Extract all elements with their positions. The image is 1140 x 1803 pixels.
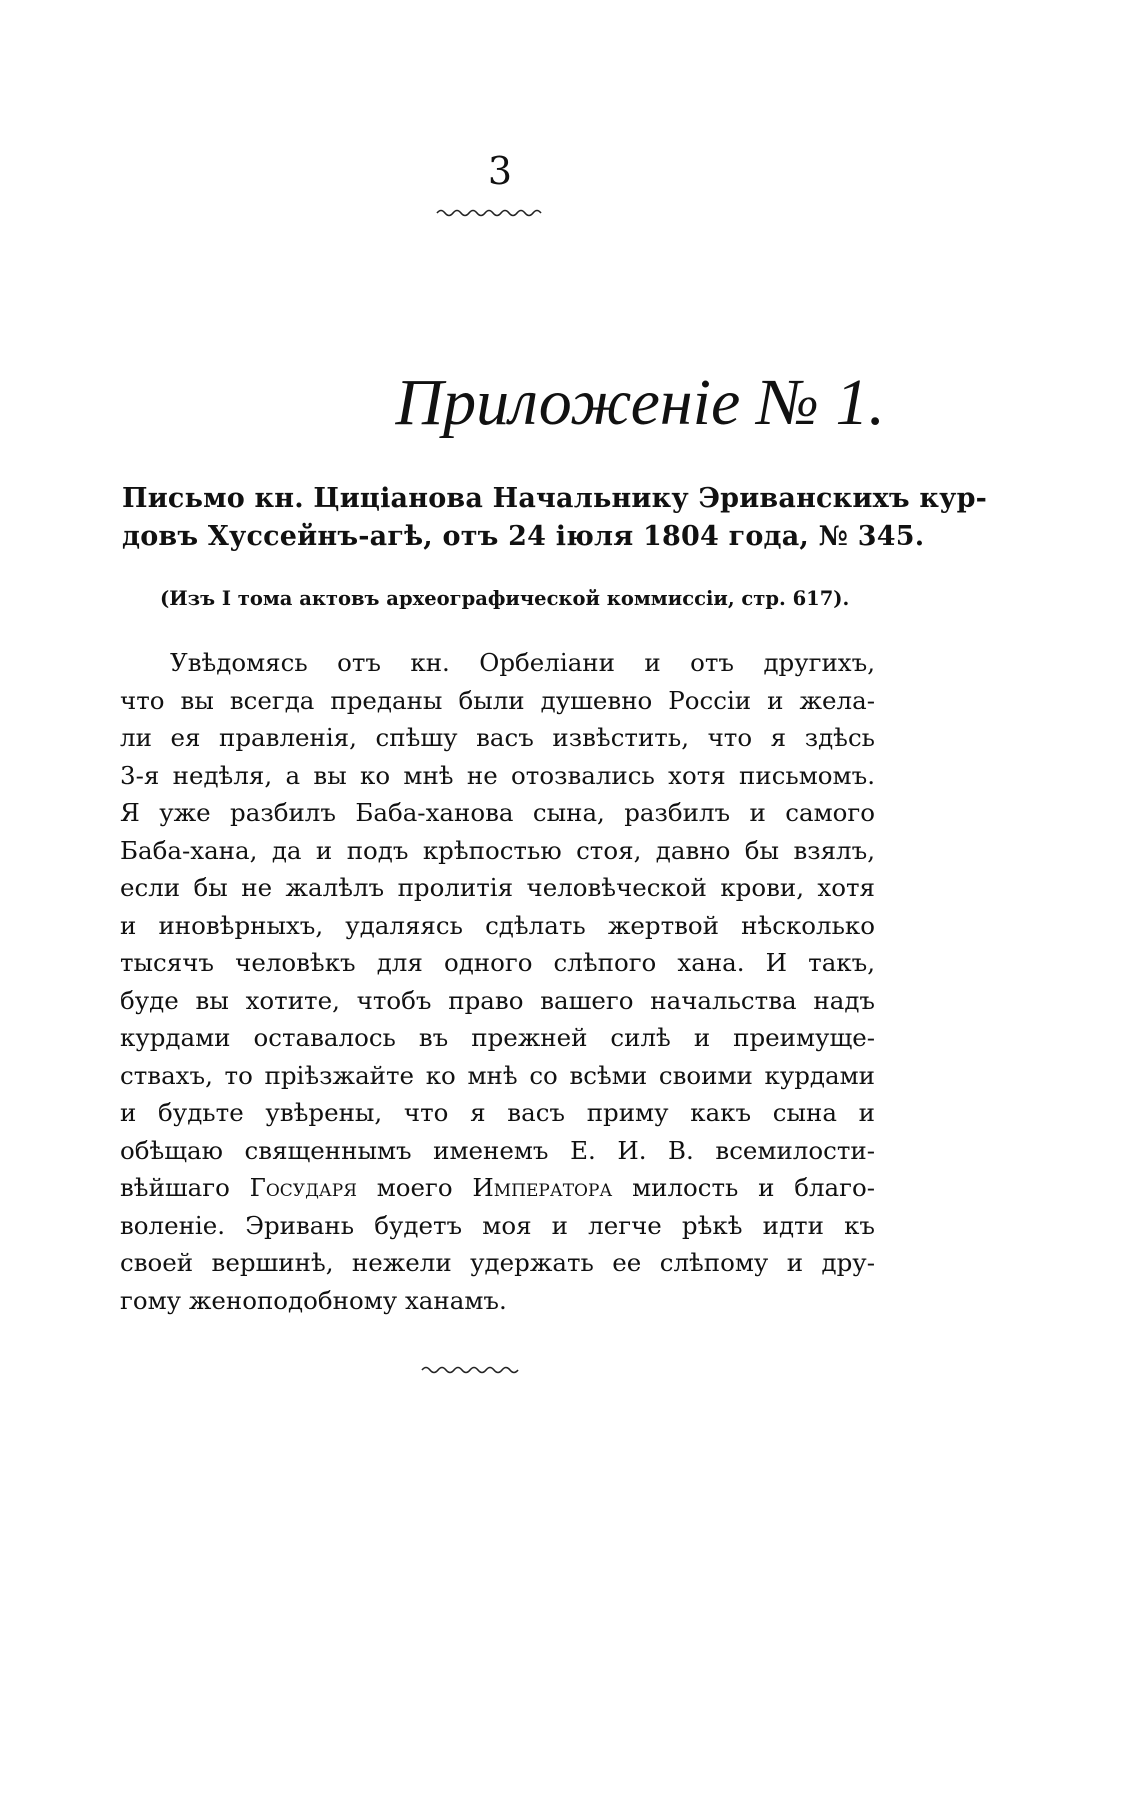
body-line: гому женоподобному ханамъ. [120,1285,507,1315]
body-line: 3-я недѣля, а вы ко мнѣ не отозвались хотя письмомъ. [120,760,875,790]
body-line: курдами оставалось въ прежней силѣ и преимуще- [120,1023,875,1052]
body-line: ствахъ, то пріѣзжайте ко мнѣ со всѣми своими курдами [120,1060,875,1090]
body-line: и будьте увѣрены, что я васъ приму какъ сына и [120,1098,875,1127]
ornament-top [435,206,545,218]
body-line: Я уже разбилъ Баба-ханова сына, разбилъ и самого [120,798,875,827]
body-line: Баба-хана, да и подъ крѣпостью стоя, давно бы взялъ, [120,835,875,865]
body-line: если бы не жалѣлъ пролитія человѣческой крови, хотя [120,873,875,902]
body-smallcaps-word: Государя [249,1173,357,1202]
body-line: что вы всегда преданы были душевно Россіи и жела- [120,685,875,715]
body-line: обѣщаю священнымъ именемъ Е. И. В. всемилости- [120,1135,875,1165]
body-smallcaps-word: Императора [472,1173,613,1202]
body-fragment: вѣйшаго [120,1173,250,1202]
body-line: своей вершинѣ, нежели удержать ее слѣпому и дру- [120,1248,875,1277]
appendix-title: Приложеніе № 1. [395,366,885,439]
body-line: тысячъ человѣкъ для одного слѣпого хана. И такъ, [120,948,875,977]
heading-line: Письмо кн. Цицiанова Начальнику Эриванскихъ кур- [122,483,988,514]
body-line [120,1169,875,1207]
ornament-bottom [420,1363,520,1375]
body-fragment: моего [376,1173,473,1202]
letter-heading [122,480,988,556]
body-line: и иновѣрныхъ, удаляясь сдѣлать жертвой нѣсколько [120,910,875,940]
page-number: 3 [487,149,513,193]
body-fragment: милость и благо- [632,1173,875,1202]
body-line: буде вы хотите, чтобъ право вашего начальства надъ [120,985,875,1015]
heading-line: довъ Хуссейнъ-агѣ, отъ 24 iюля 1804 года, № 345. [122,521,925,552]
letter-body [120,644,875,1319]
body-line: воленіе. Эривань будетъ моя и легче рѣкѣ идти къ [120,1210,875,1240]
body-line: ли ея правленія, спѣшу васъ извѣстить, что я здѣсь [120,723,875,752]
source-note: (Изъ I тома актовъ археографической коммиссіи, стр. 617). [160,587,850,610]
body-line: Увѣдомясь отъ кн. Орбеліани и отъ другихъ, [170,648,875,677]
